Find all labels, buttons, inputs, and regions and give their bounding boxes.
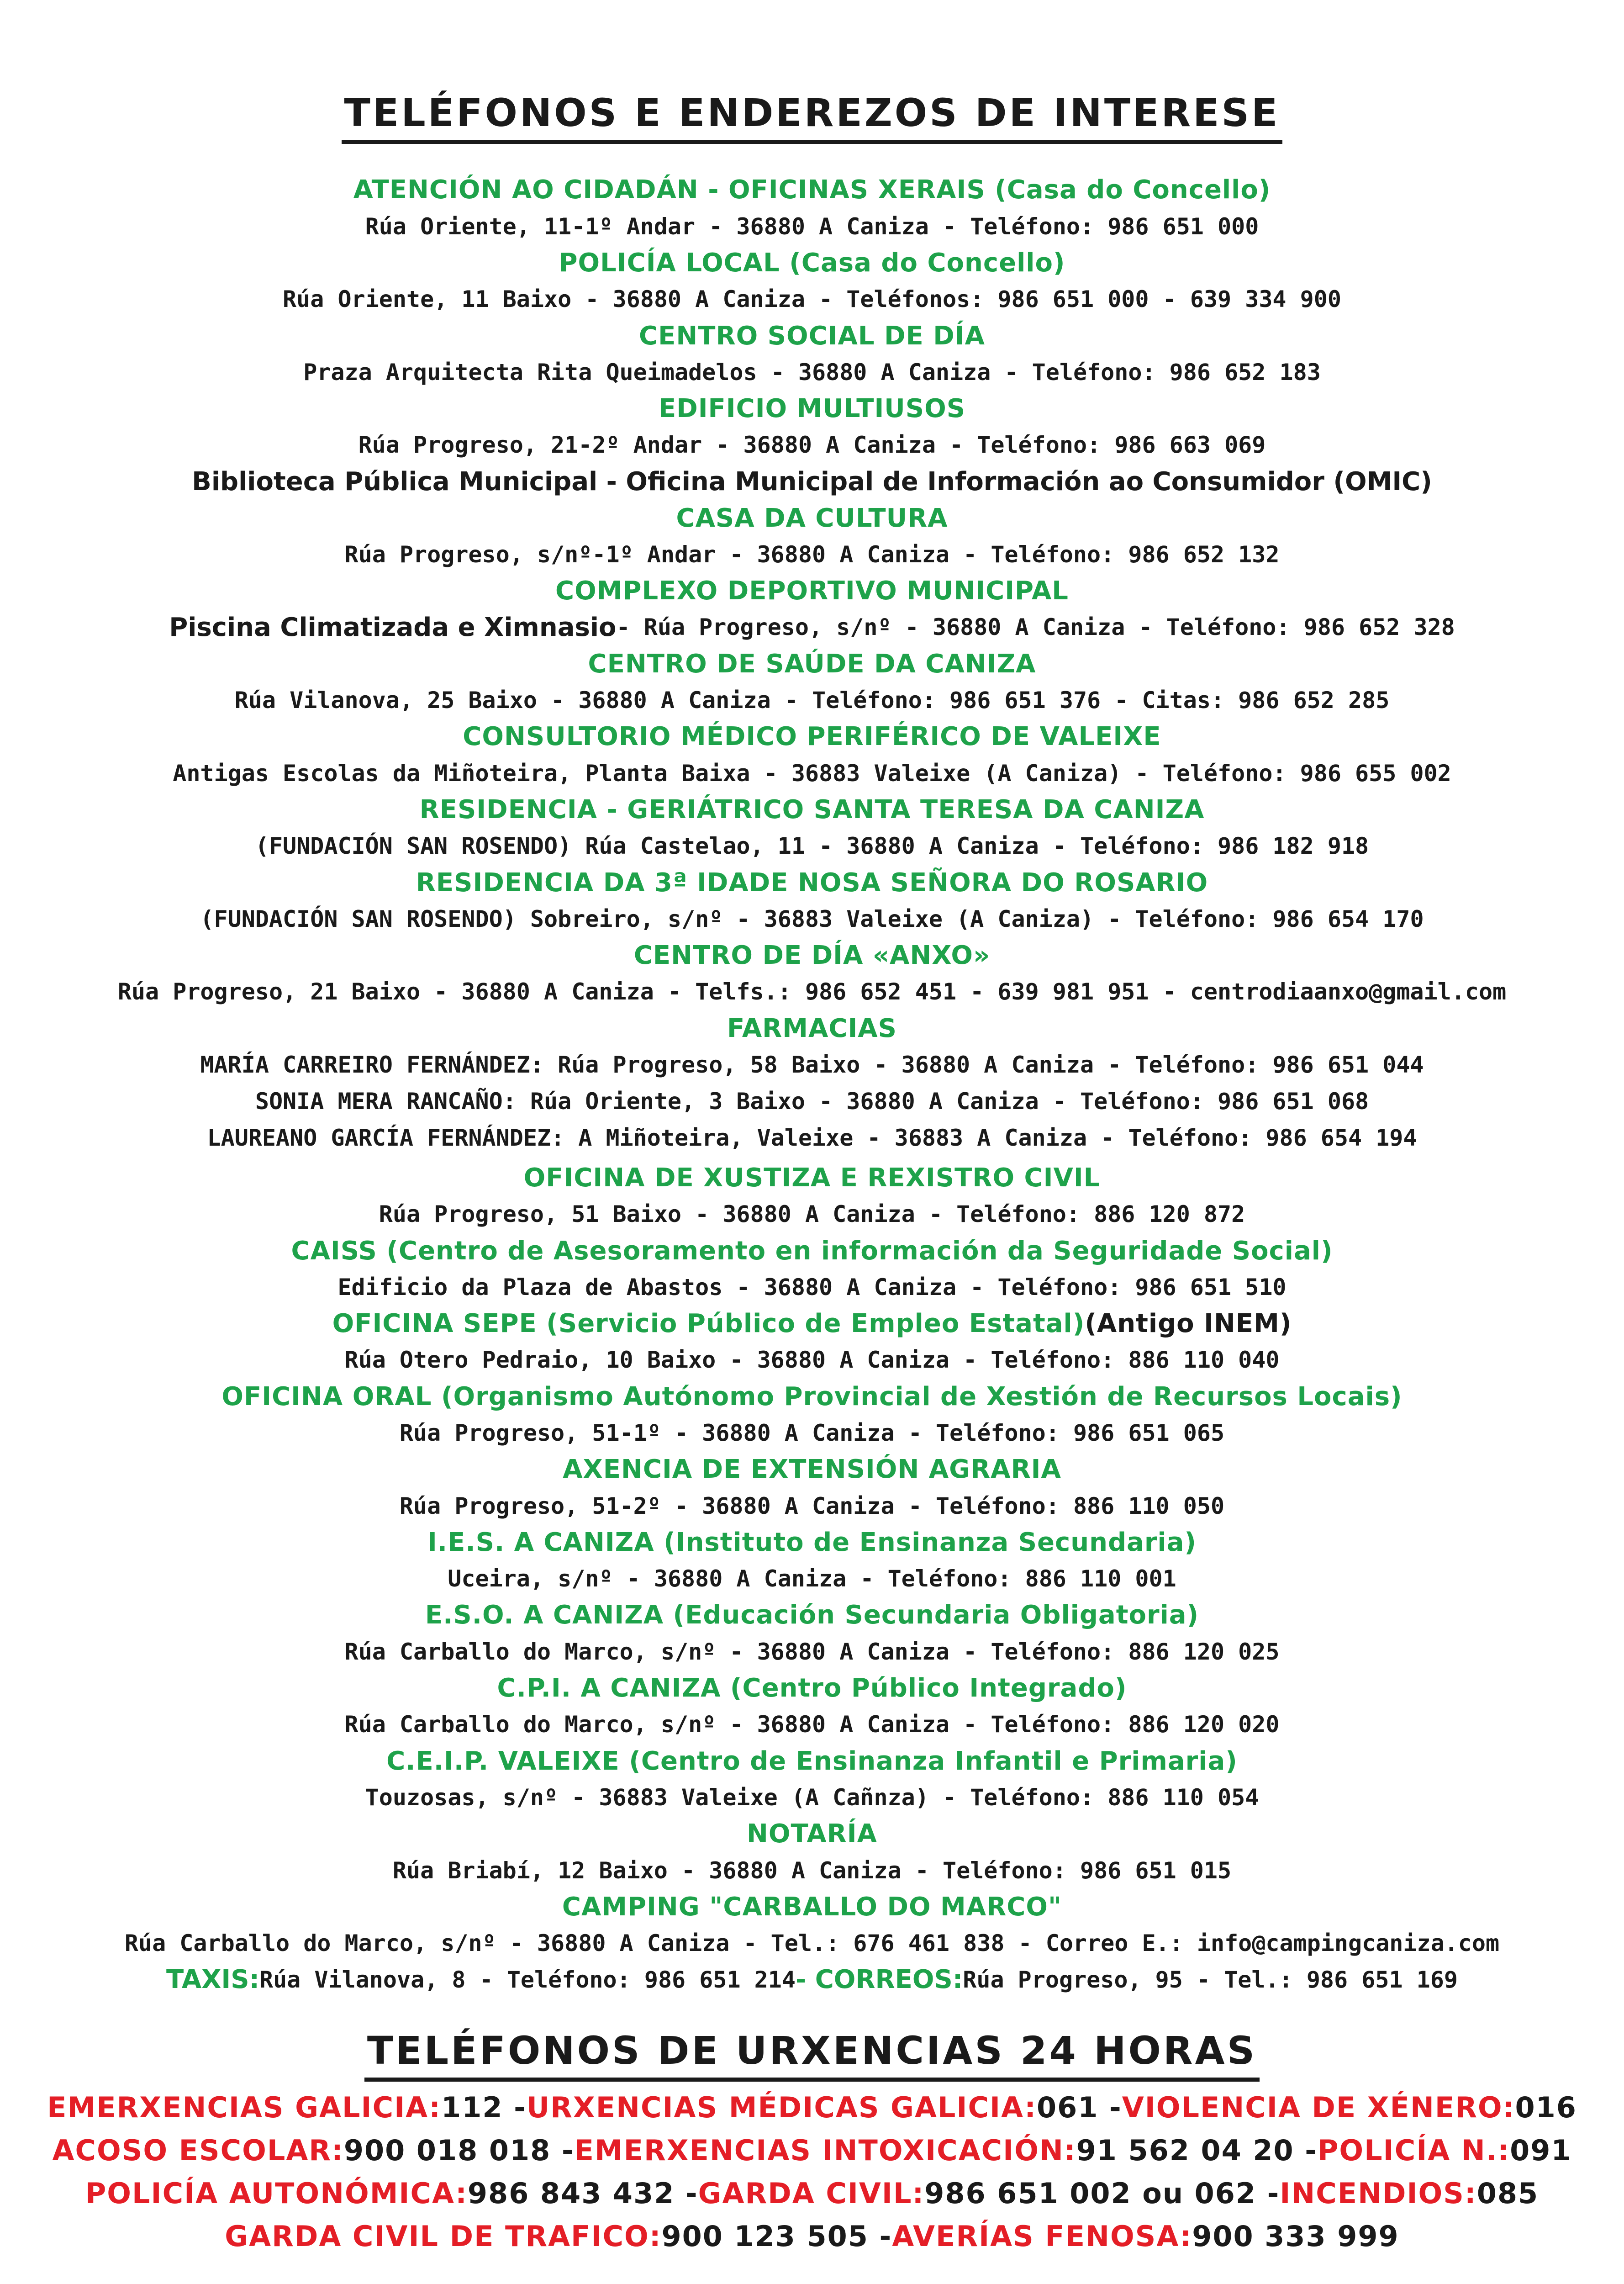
section-heading <box>0 172 1624 208</box>
line-text: Rúa Vilanova, 25 Baixo - 36880 A Caniza - Teléfono: 986 651 376 - Citas: 986 652 285 <box>234 687 1390 714</box>
address-line <box>0 536 1624 573</box>
line-text: Uceira, s/nº - 36880 A Caniza - Teléfono: 886 110 001 <box>448 1565 1176 1592</box>
emergency-service-label: POLICÍA N.: <box>1317 2133 1510 2167</box>
main-title: TELÉFONOS E ENDEREZOS DE INTERESE <box>0 90 1624 144</box>
address-line <box>0 1634 1624 1670</box>
emergency-phone-number: 91 562 04 20 - <box>1076 2133 1318 2167</box>
address-line <box>0 354 1624 391</box>
emergency-phone-number: 900 123 505 - <box>661 2219 892 2253</box>
line-text: Rúa Progreso, 21 Baixo - 36880 A Caniza - Telfs.: 986 652 451 - 639 981 951 - centrodiaanxo@gmail.com <box>117 978 1507 1005</box>
line-text: Biblioteca Pública Municipal - Oficina Municipal de Información ao Consumidor (OMIC) <box>192 466 1432 497</box>
section-heading <box>0 1010 1624 1047</box>
emergency-service-label: AVERÍAS FENOSA: <box>892 2219 1192 2253</box>
line-text: (FUNDACIÓN SAN ROSENDO) Rúa Castelao, 11 - 36880 A Caniza - Teléfono: 986 182 918 <box>255 833 1369 860</box>
section-heading <box>0 792 1624 828</box>
address-line <box>0 1120 1624 1156</box>
emergency-phone-number: 900 018 018 - <box>343 2133 575 2167</box>
taxis-correos-line <box>0 1961 1624 1998</box>
facility-name: Piscina Climatizada e Ximnasio <box>169 612 617 642</box>
line-text: CONSULTORIO MÉDICO PERIFÉRICO DE VALEIXE <box>463 722 1161 752</box>
section-heading <box>0 1888 1624 1925</box>
emergency-phone-number: 112 - <box>441 2090 527 2124</box>
address-line <box>0 828 1624 864</box>
service-name <box>0 463 1624 500</box>
line-text: OFICINA SEPE (Servicio Público de Empleo Estatal) <box>332 1309 1085 1339</box>
line-text: CENTRO DE DÍA «ANXO» <box>633 941 991 971</box>
section-heading <box>0 500 1624 536</box>
line-text: POLICÍA LOCAL (Casa do Concello) <box>559 248 1065 278</box>
service-details: Rúa Vilanova, 8 - Teléfono: 986 651 214 <box>259 1966 796 1993</box>
line-text: CAMPING "CARBALLO DO MARCO" <box>562 1892 1062 1922</box>
service-label: TAXIS: <box>166 1965 259 1995</box>
line-text: Rúa Carballo do Marco, s/nº - 36880 A Caniza - Tel.: 676 461 838 - Correo E.: info@campingcaniza.com <box>124 1930 1500 1957</box>
line-text: CAISS (Centro de Asesoramento en información da Seguridade Social) <box>291 1236 1333 1266</box>
section-heading <box>0 1378 1624 1415</box>
line-text: E.S.O. A CANIZA (Educación Secundaria Obligatoria) <box>425 1600 1199 1630</box>
line-text: C.E.I.P. VALEIXE (Centro de Ensinanza Infantil e Primaria) <box>386 1746 1238 1776</box>
line-text: Rúa Otero Pedraio, 10 Baixo - 36880 A Caniza - Teléfono: 886 110 040 <box>344 1347 1280 1374</box>
emergency-row <box>0 2086 1624 2129</box>
line-text: CENTRO DE SAÚDE DA CANIZA <box>588 649 1036 679</box>
line-text: OFICINA DE XUSTIZA E REXISTRO CIVIL <box>523 1163 1101 1193</box>
emergency-phone-number: 900 333 999 <box>1192 2219 1399 2253</box>
section-heading <box>0 1670 1624 1707</box>
emergency-service-label: URXENCIAS MÉDICAS GALICIA: <box>526 2090 1037 2124</box>
line-text: SONIA MERA RANCAÑO: Rúa Oriente, 3 Baixo - 36880 A Caniza - Teléfono: 986 651 068 <box>255 1088 1369 1115</box>
section-heading <box>0 864 1624 901</box>
line-text: Rúa Oriente, 11 Baixo - 36880 A Caniza - Teléfonos: 986 651 000 - 639 334 900 <box>283 286 1341 313</box>
emergency-service-label: GARDA CIVIL: <box>698 2176 925 2210</box>
line-text: EDIFICIO MULTIUSOS <box>658 394 966 424</box>
line-text: OFICINA ORAL (Organismo Autónomo Provincial de Xestión de Recursos Locais) <box>221 1381 1403 1412</box>
address-line <box>0 1083 1624 1120</box>
line-text: Touzosas, s/nº - 36883 Valeixe (A Cañnza) - Teléfono: 886 110 054 <box>365 1784 1259 1811</box>
emergency-title: TELÉFONOS DE URXENCIAS 24 HORAS <box>0 2028 1624 2082</box>
line-text: CASA DA CULTURA <box>676 503 948 533</box>
emergency-phone-number: 986 651 002 ou 062 - <box>924 2176 1280 2210</box>
section-heading <box>0 1524 1624 1560</box>
address-line <box>0 427 1624 464</box>
address-line <box>0 1415 1624 1451</box>
section-heading <box>0 719 1624 755</box>
emergency-row <box>0 2172 1624 2215</box>
line-text: Rúa Carballo do Marco, s/nº - 36880 A Caniza - Teléfono: 886 120 020 <box>344 1711 1280 1738</box>
line-text: Praza Arquitecta Rita Queimadelos - 36880 A Caniza - Teléfono: 986 652 183 <box>303 359 1321 386</box>
address-line <box>0 974 1624 1010</box>
section-heading <box>0 1160 1624 1196</box>
address-line <box>0 1196 1624 1232</box>
emergency-row <box>0 2129 1624 2172</box>
section-heading <box>0 1597 1624 1634</box>
address-line <box>0 1560 1624 1597</box>
service-label: - CORREOS: <box>795 1965 963 1995</box>
address-line <box>0 1925 1624 1961</box>
emergency-service-label: INCENDIOS: <box>1280 2176 1477 2210</box>
line-text: COMPLEXO DEPORTIVO MUNICIPAL <box>555 576 1069 606</box>
emergency-service-label: GARDA CIVIL DE TRAFICO: <box>225 2219 662 2253</box>
line-text: Rúa Carballo do Marco, s/nº - 36880 A Caniza - Teléfono: 886 120 025 <box>344 1638 1280 1665</box>
address-line <box>0 1047 1624 1083</box>
section-heading <box>0 573 1624 609</box>
address-line <box>0 901 1624 937</box>
address-line <box>0 609 1624 646</box>
line-text: MARÍA CARREIRO FERNÁNDEZ: Rúa Progreso, 58 Baixo - 36880 A Caniza - Teléfono: 986 651 044 <box>200 1052 1424 1079</box>
emergency-service-label: ACOSO ESCOLAR: <box>52 2133 344 2167</box>
service-details: Rúa Progreso, 95 - Tel.: 986 651 169 <box>963 1966 1458 1993</box>
section-heading <box>0 1743 1624 1779</box>
emergency-numbers <box>0 2086 1624 2258</box>
section-heading <box>0 1232 1624 1269</box>
line-text: Rúa Progreso, 51-2º - 36880 A Caniza - Teléfono: 886 110 050 <box>399 1492 1225 1519</box>
address-line <box>0 1342 1624 1379</box>
line-text: C.P.I. A CANIZA (Centro Público Integrado) <box>497 1673 1127 1703</box>
emergency-row <box>0 2215 1624 2258</box>
section-heading <box>0 1816 1624 1852</box>
emergency-phone-number: 091 <box>1510 2133 1572 2167</box>
contacts-directory <box>0 172 1624 1998</box>
address-line <box>0 208 1624 245</box>
address-line <box>0 1706 1624 1743</box>
line-text: I.E.S. A CANIZA (Instituto de Ensinanza Secundaria) <box>427 1527 1197 1557</box>
line-text: Rúa Progreso, 51-1º - 36880 A Caniza - Teléfono: 986 651 065 <box>399 1419 1225 1446</box>
emergency-phone-number: 016 <box>1515 2090 1577 2124</box>
address-line <box>0 1488 1624 1524</box>
section-heading <box>0 391 1624 427</box>
line-text: NOTARÍA <box>747 1819 877 1849</box>
emergency-phone-number: 061 - <box>1037 2090 1122 2124</box>
line-text: - Rúa Progreso, s/nº - 36880 A Caniza - Teléfono: 986 652 328 <box>616 614 1455 641</box>
line-text: Edificio da Plaza de Abastos - 36880 A Caniza - Teléfono: 986 651 510 <box>337 1274 1287 1301</box>
line-text: LAUREANO GARCÍA FERNÁNDEZ: A Miñoteira, Valeixe - 36883 A Caniza - Teléfono: 986 654 194 <box>207 1124 1417 1151</box>
section-heading <box>0 1306 1624 1342</box>
section-heading <box>0 245 1624 281</box>
address-line <box>0 1852 1624 1889</box>
section-heading <box>0 1451 1624 1488</box>
section-heading <box>0 645 1624 682</box>
emergency-service-label: VIOLENCIA DE XÉNERO: <box>1122 2090 1515 2124</box>
line-text: CENTRO SOCIAL DE DÍA <box>639 321 985 351</box>
section-heading <box>0 317 1624 354</box>
section-heading <box>0 937 1624 974</box>
address-line <box>0 281 1624 317</box>
emergency-phone-number: 085 <box>1476 2176 1539 2210</box>
line-text: RESIDENCIA DA 3ª IDADE NOSA SEÑORA DO ROSARIO <box>416 867 1208 898</box>
line-text: Rúa Progreso, 51 Baixo - 36880 A Caniza - Teléfono: 886 120 872 <box>379 1201 1245 1228</box>
address-line <box>0 1269 1624 1306</box>
address-line <box>0 682 1624 719</box>
line-text: AXENCIA DE EXTENSIÓN AGRARIA <box>563 1454 1061 1485</box>
former-name: (Antigo INEM) <box>1085 1309 1292 1339</box>
line-text: ATENCIÓN AO CIDADÁN - OFICINAS XERAIS (Casa do Concello) <box>353 175 1271 205</box>
line-text: Rúa Briabí, 12 Baixo - 36880 A Caniza - Teléfono: 986 651 015 <box>392 1857 1232 1884</box>
emergency-service-label: POLICÍA AUTONÓMICA: <box>85 2176 468 2210</box>
line-text: (FUNDACIÓN SAN ROSENDO) Sobreiro, s/nº - 36883 Valeixe (A Caniza) - Teléfono: 986 654 170 <box>200 905 1424 932</box>
address-line <box>0 1779 1624 1816</box>
line-text: Rúa Progreso, s/nº-1º Andar - 36880 A Caniza - Teléfono: 986 652 132 <box>344 541 1280 568</box>
emergency-service-label: EMERXENCIAS INTOXICACIÓN: <box>574 2133 1076 2167</box>
line-text: RESIDENCIA - GERIÁTRICO SANTA TERESA DA CANIZA <box>419 794 1205 825</box>
line-text: FARMACIAS <box>727 1013 897 1043</box>
line-text: Antigas Escolas da Miñoteira, Planta Baixa - 36883 Valeixe (A Caniza) - Teléfono: 986 655 002 <box>173 760 1451 787</box>
line-text: Rúa Oriente, 11-1º Andar - 36880 A Caniza - Teléfono: 986 651 000 <box>365 213 1259 240</box>
line-text: Rúa Progreso, 21-2º Andar - 36880 A Caniza - Teléfono: 986 663 069 <box>358 432 1266 459</box>
emergency-phone-number: 986 843 432 - <box>467 2176 698 2210</box>
address-line <box>0 755 1624 792</box>
emergency-service-label: EMERXENCIAS GALICIA: <box>47 2090 442 2124</box>
